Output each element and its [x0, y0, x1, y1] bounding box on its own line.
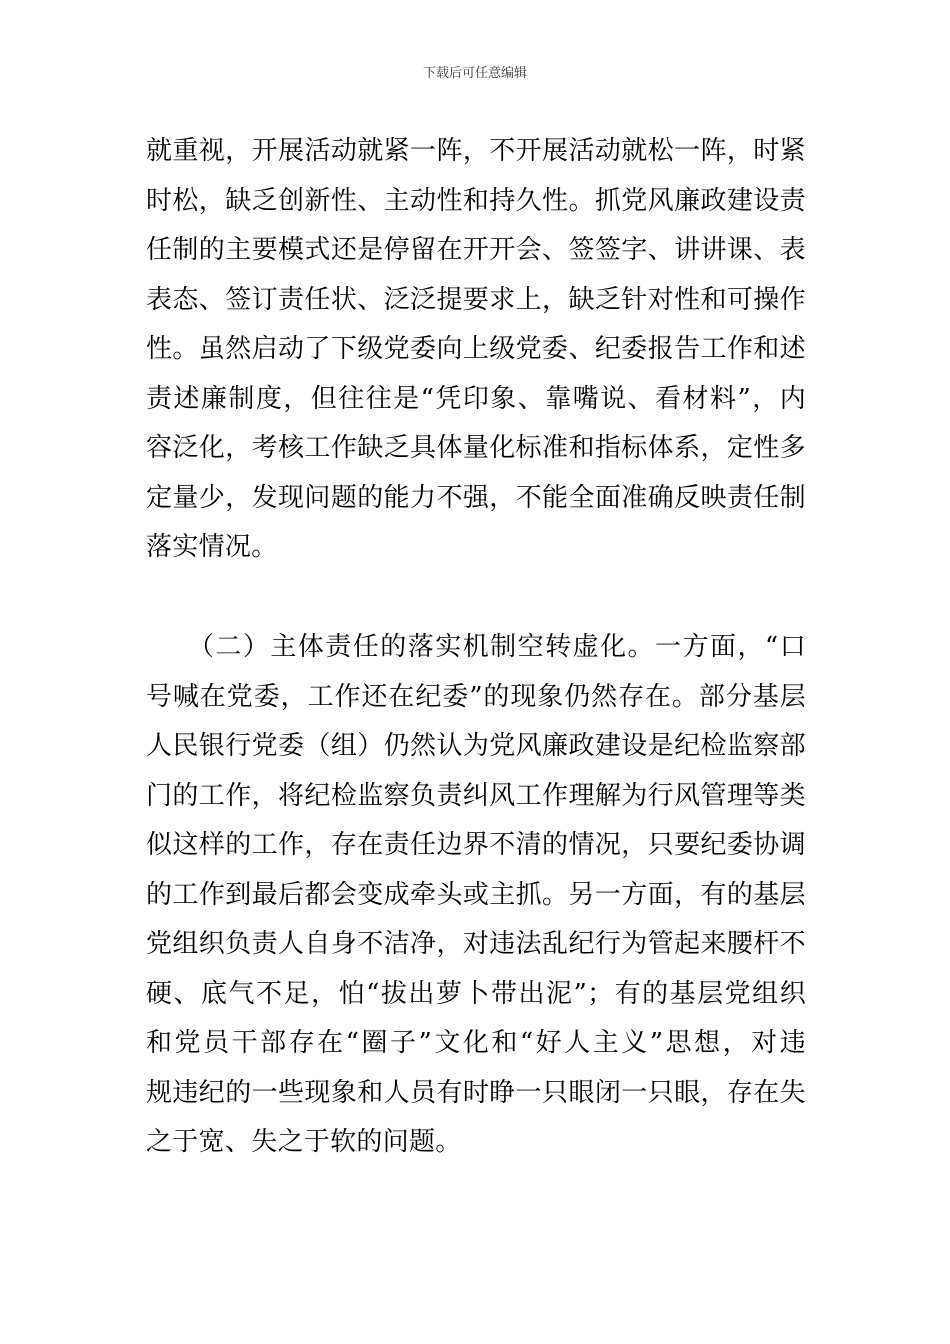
text-line: 时松，缺乏创新性、主动性和持久性。抓党风廉政建设责 [146, 185, 806, 216]
text-line: 规违纪的一些现象和人员有时睁一只眼闭一只眼，存在失 [146, 1077, 806, 1108]
text-line: 容泛化，考核工作缺乏具体量化标准和指标体系，定性多 [146, 433, 806, 463]
text-line: 责述廉制度，但往往是“凭印象、靠嘴说、看材料”，内 [146, 383, 806, 414]
text-line: 落实情况。 [146, 532, 278, 562]
paragraph-2 [146, 623, 806, 1168]
text-line: 似这样的工作，存在责任边界不清的情况，只要纪委协调 [146, 830, 806, 860]
text-line: 任制的主要模式还是停留在开开会、签签字、讲讲课、表 [146, 235, 806, 265]
text-line: 就重视，开展活动就紧一阵，不开展活动就松一阵，时紧 [146, 136, 806, 166]
text-line: 表态、签订责任状、泛泛提要求上，缺乏针对性和可操作 [146, 284, 806, 315]
text-line: 和党员干部存在“圈子”文化和“好人主义”思想，对违 [146, 1028, 806, 1058]
text-line: （二）主体责任的落实机制空转虚化。一方面，“口 [146, 632, 806, 662]
text-line: 号喊在党委，工作还在纪委”的现象仍然存在。部分基层 [146, 681, 806, 712]
paragraph-1 [146, 127, 806, 573]
text-line: 门的工作，将纪检监察负责纠风工作理解为行风管理等类 [146, 780, 806, 811]
text-line: 定量少，发现问题的能力不强，不能全面准确反映责任制 [146, 482, 806, 513]
text-line: 党组织负责人自身不洁净，对违法乱纪行为管起来腰杆不 [146, 929, 806, 959]
text-line: 硬、底气不足，怕“拔出萝卜带出泥”；有的基层党组织 [146, 978, 806, 1009]
text-line: 人民银行党委（组）仍然认为党风廉政建设是纪检监察部 [146, 731, 806, 761]
text-line: 之于宽、失之于软的问题。 [146, 1127, 462, 1157]
text-line: 的工作到最后都会变成牵头或主抓。另一方面，有的基层 [146, 879, 806, 910]
page-header-note: 下载后可任意编辑 [422, 66, 527, 81]
text-line: 性。虽然启动了下级党委向上级党委、纪委报告工作和述 [146, 334, 806, 364]
